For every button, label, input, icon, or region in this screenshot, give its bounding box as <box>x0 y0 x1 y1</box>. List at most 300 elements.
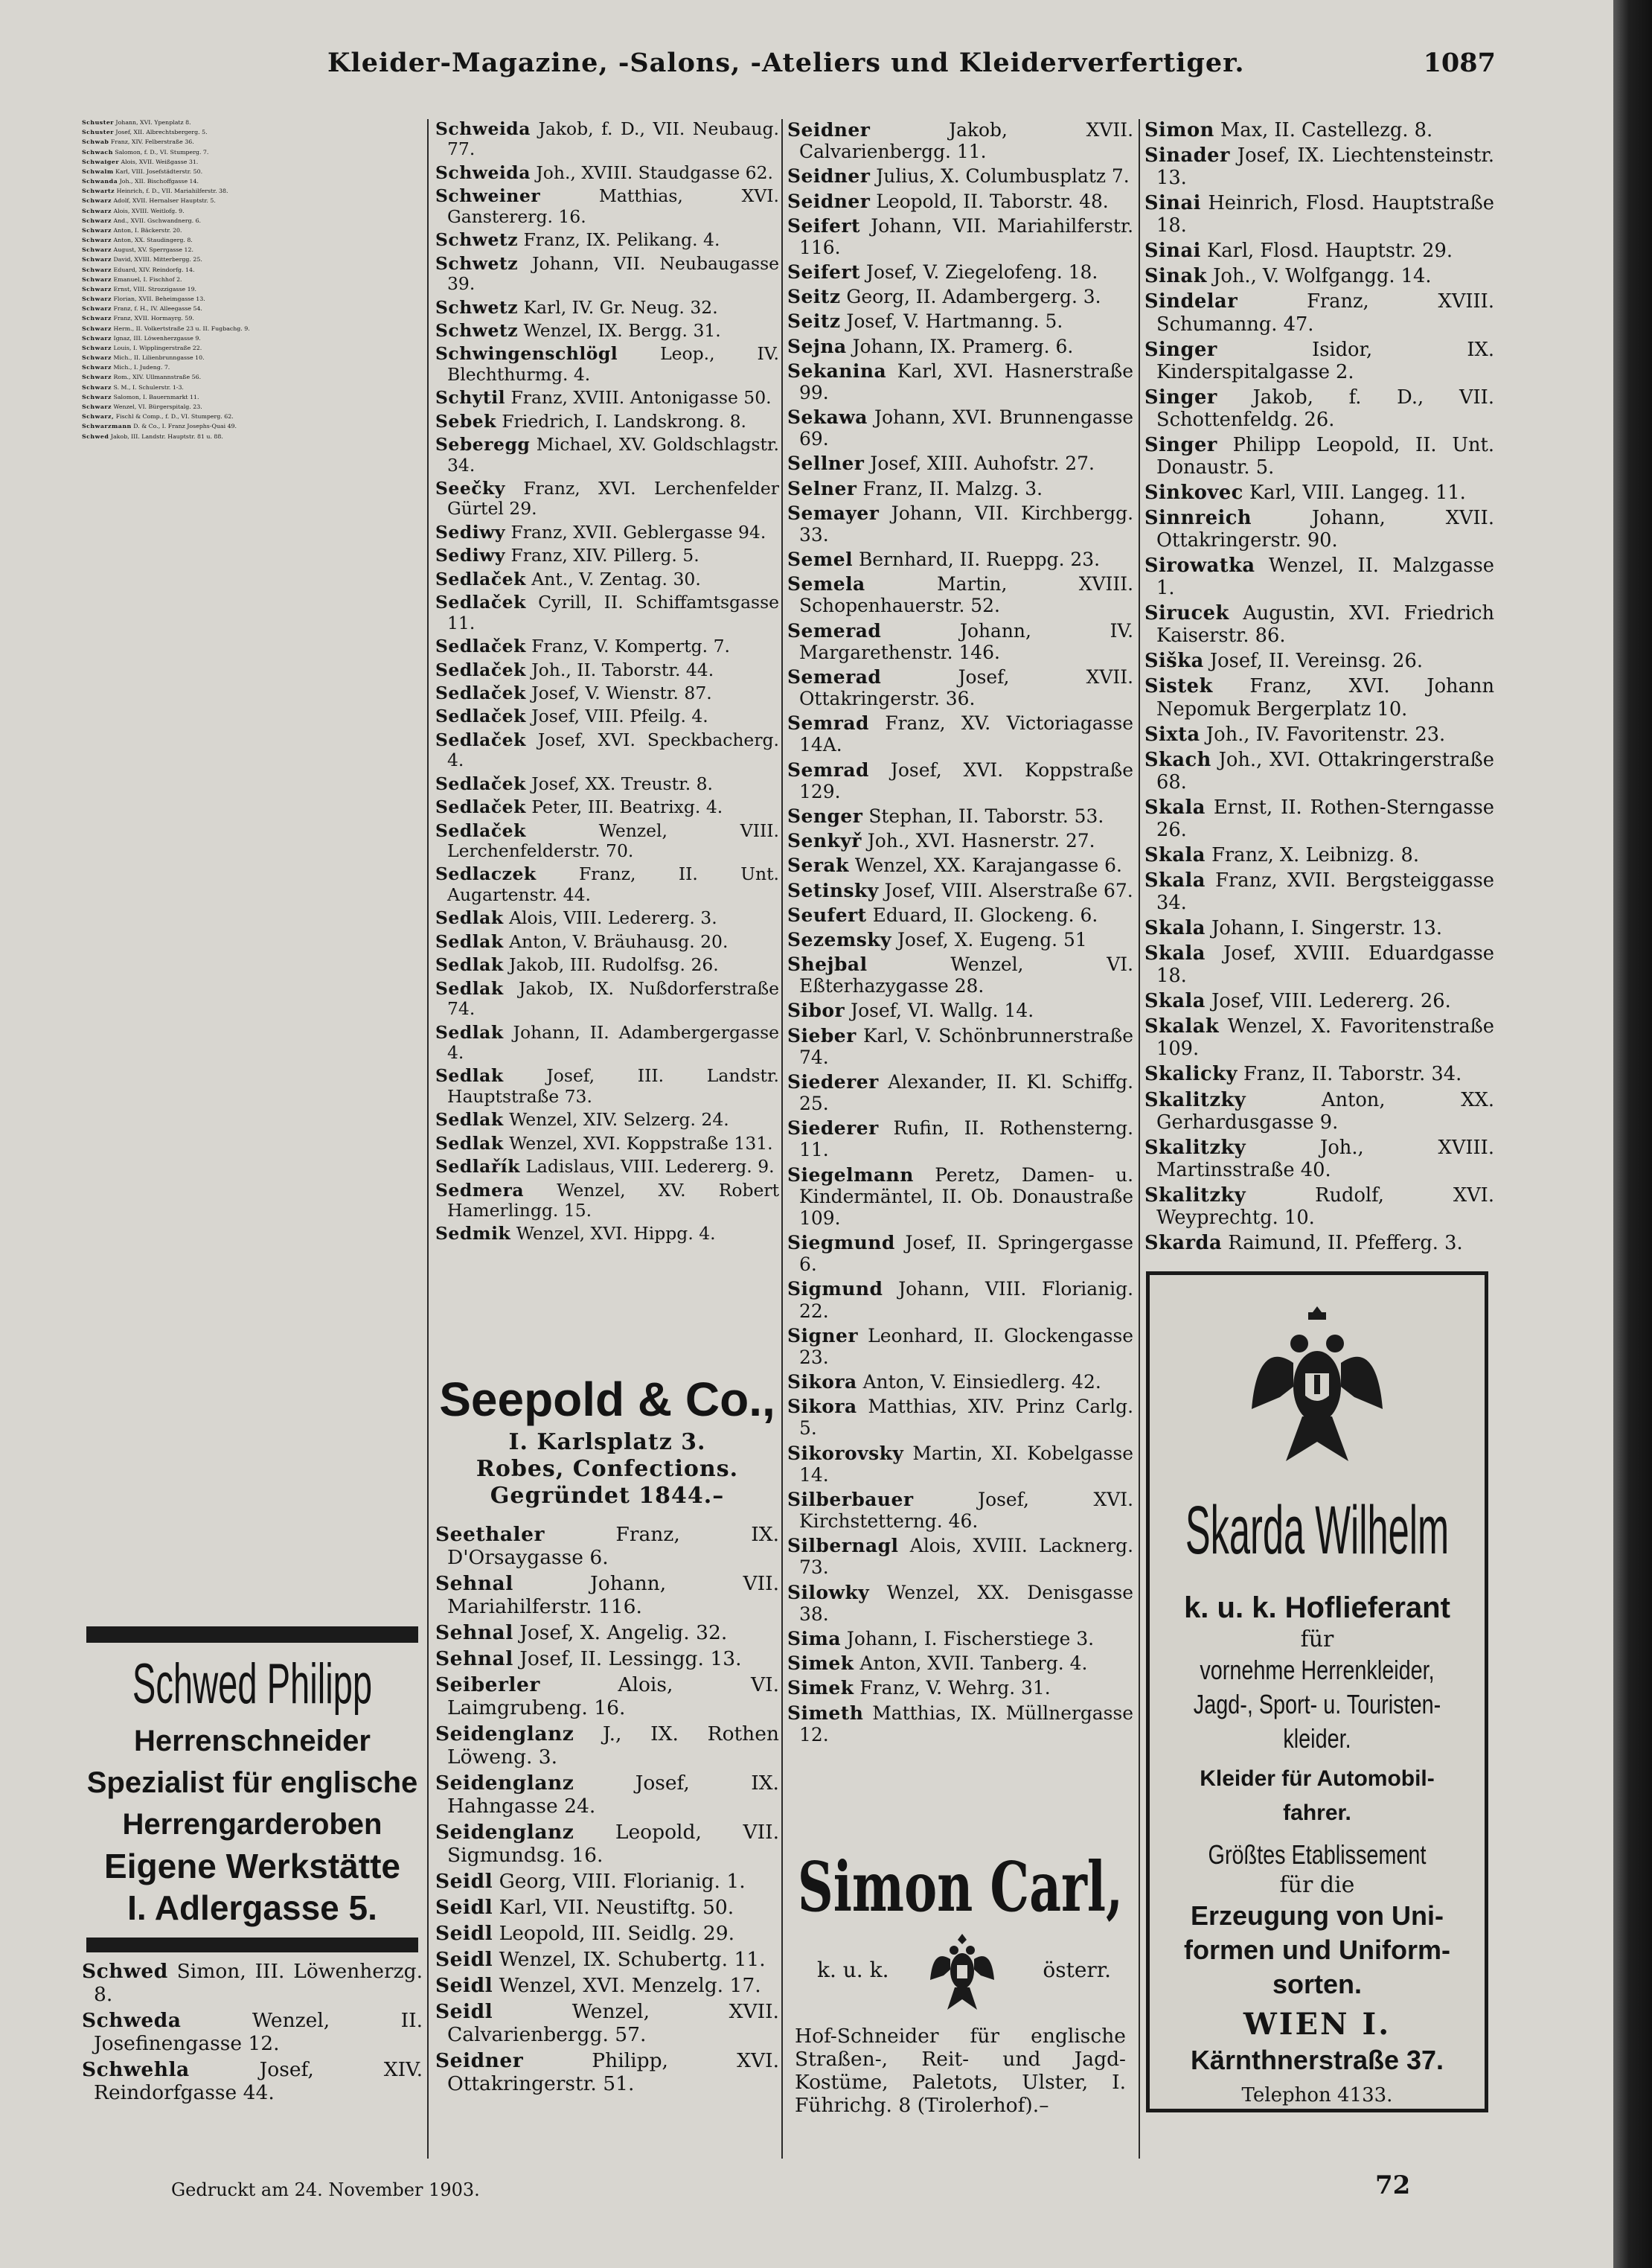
directory-entry <box>435 1181 779 1221</box>
entry-address: Ladislaus, VIII. Ledererg. 9. <box>519 1156 775 1178</box>
directory-column-2 <box>435 119 779 1340</box>
entry-name: Sedlaček <box>435 796 526 818</box>
sheet-number: 72 <box>1375 2170 1411 2200</box>
entry-name: Schwarz <box>82 374 112 381</box>
directory-entry <box>1144 796 1494 841</box>
entry-address: Joh., XVIII. Martinsstraße 40. <box>1156 1136 1494 1181</box>
entry-name: Schwarz <box>82 197 112 205</box>
ad-line: kleider. <box>1283 1723 1351 1754</box>
ad-line: k. u. k. Hoflieferant <box>1184 1591 1450 1624</box>
entry-address: Josef, XVI. Koppstraße 129. <box>799 758 1133 802</box>
directory-entry <box>1144 917 1494 939</box>
entry-address: Fischl & Comp., f. D., VI. Stumperg. 62. <box>114 413 234 421</box>
directory-entry <box>1144 1015 1494 1060</box>
entry-name: Schytil <box>435 387 506 409</box>
directory-entry <box>435 186 779 227</box>
entry-address: Jakob, III. Rudolfsg. 26. <box>503 954 719 976</box>
directory-continuation <box>435 1523 779 2095</box>
entry-address: Heinrich, f. D., VII. Mariahilferstr. 38. <box>115 188 228 195</box>
directory-entry <box>1144 1137 1494 1181</box>
directory-entry <box>1144 602 1494 647</box>
directory-column-3 <box>787 119 1133 1801</box>
entry-name: Sehnal <box>435 1621 513 1644</box>
ad-line: I. Adlergasse 5. <box>127 1888 377 1927</box>
entry-address: Alois, VI. Laimgrubeng. 16. <box>447 1673 779 1719</box>
entry-name: Schwanda <box>82 178 118 185</box>
printed-date: Gedruckt am 24. November 1903. <box>171 2179 480 2200</box>
directory-entry <box>82 256 420 263</box>
entry-address: Ernst, VIII. Strozzigasse 19. <box>112 285 197 293</box>
entry-address: Anton, XVII. Tanberg. 4. <box>854 1652 1088 1675</box>
entry-name: Skalitzky <box>1144 1088 1246 1111</box>
entry-address: Wenzel, VI. Bürgerspitalg. 23. <box>112 403 202 410</box>
directory-entry <box>435 388 779 408</box>
entry-name: Seidl <box>435 1948 493 1971</box>
ad-title: Skarda Wilhelm <box>1185 1492 1450 1568</box>
entry-address: Wenzel, X. Favoritenstraße 109. <box>1156 1015 1494 1061</box>
directory-entry <box>435 1621 779 1644</box>
entry-name: Sehnal <box>435 1647 513 1670</box>
entry-name: Seitz <box>787 286 841 308</box>
entry-address: Franz, II. Unt. Augartenstr. 44. <box>447 863 779 905</box>
entry-name: Schwetz <box>435 229 519 251</box>
entry-address: Anton, V. Einsiedlerg. 42. <box>857 1371 1101 1393</box>
entry-address: Franz, XVIII. Schumanng. 47. <box>1156 290 1494 336</box>
entry-address: Johann, IV. Margarethenstr. 146. <box>799 619 1133 663</box>
entry-name: Sediwy <box>435 545 505 566</box>
entry-name: Sejna <box>787 335 847 357</box>
entry-name: Singer <box>1144 338 1217 361</box>
directory-entry <box>435 1772 779 1818</box>
entry-name: Siška <box>1144 650 1204 673</box>
directory-entry <box>82 197 420 204</box>
directory-entry <box>787 830 1133 852</box>
entry-name: Schwarz <box>82 403 112 410</box>
entry-name: Sebek <box>435 410 496 432</box>
directory-entry <box>435 797 779 817</box>
entry-address: Stephan, II. Taborstr. 53. <box>862 805 1104 827</box>
entry-address: Franz, XVI. Johann Nepomuk Bergerplatz 10. <box>1156 675 1494 721</box>
directory-entry <box>435 344 779 385</box>
entry-name: Seidner <box>435 2049 524 2072</box>
directory-entry <box>435 908 779 928</box>
entry-name: Schuster <box>82 129 114 136</box>
entry-name: Schwarz, <box>82 413 115 421</box>
directory-entry <box>787 1371 1133 1393</box>
directory-entry <box>82 138 420 145</box>
entry-address: Josef, XVI. Kirchstetterng. 46. <box>799 1488 1133 1533</box>
entry-address: Matthias, IX. Müllnergasse 12. <box>799 1702 1133 1745</box>
entry-name: Sedlaček <box>435 568 526 590</box>
entry-address: Josef, XIII. Auhofstr. 27. <box>864 453 1095 475</box>
directory-entry <box>787 310 1133 332</box>
directory-entry <box>435 1066 779 1107</box>
directory-entry <box>82 2058 423 2104</box>
directory-entry <box>787 1702 1133 1745</box>
entry-address: Johann, VII. Kirchbergg. 33. <box>799 502 1133 546</box>
entry-address: Wenzel, XIV. Selzerg. 24. <box>503 1109 729 1131</box>
directory-entry <box>1144 240 1494 262</box>
entry-address: Martin, XVIII. Schopenhauerstr. 52. <box>799 573 1133 617</box>
entry-address: Franz, XVII. Hormayrg. 59. <box>112 315 194 322</box>
entry-address: Adolf, XVII. Hernalser Hauptstr. 5. <box>112 197 216 205</box>
entry-name: Schwingenschlögl <box>435 343 618 365</box>
entry-name: Siegelmann <box>787 1163 914 1186</box>
directory-entry <box>1144 1063 1494 1085</box>
entry-name: Senkyř <box>787 830 862 852</box>
entry-name: Seifert <box>787 261 861 284</box>
entry-name: Schwarz <box>82 344 112 351</box>
directory-entry <box>82 374 420 380</box>
entry-name: Selner <box>787 477 857 499</box>
directory-entry <box>787 1628 1133 1649</box>
directory-entry <box>1144 1184 1494 1229</box>
entry-address: Bernhard, II. Rueppg. 23. <box>853 549 1101 571</box>
entry-address: Cyrill, II. Schiffamtsgasse 11. <box>447 592 779 633</box>
directory-entry <box>435 955 779 975</box>
entry-name: Silberbauer <box>787 1488 914 1510</box>
entry-name: Seiberler <box>435 1673 540 1696</box>
ad-line: fahrer. <box>1283 1801 1351 1825</box>
entry-name: Sikorovsky <box>787 1442 904 1464</box>
directory-entry <box>435 979 779 1020</box>
directory-entry <box>82 159 420 165</box>
entry-name: Schwetz <box>435 296 519 318</box>
entry-address: Josef, IX. Liechtensteinstr. 13. <box>1156 144 1494 190</box>
directory-entry <box>82 325 420 332</box>
entry-address: Johann, XVI. Brunnengasse 69. <box>799 406 1133 450</box>
entry-name: Seidl <box>435 2000 493 2023</box>
directory-entry <box>435 1572 779 1618</box>
directory-entry <box>1144 749 1494 793</box>
advertisement-simon <box>787 1846 1133 2173</box>
directory-entry <box>787 1000 1133 1021</box>
directory-entry <box>787 1232 1133 1275</box>
ad-line: I. Karlsplatz 3. <box>508 1429 706 1455</box>
entry-name: Sieber <box>787 1024 857 1047</box>
entry-name: Sedlaczek <box>435 863 537 885</box>
entry-name: Sedlaček <box>435 729 526 750</box>
ad-line: österr. <box>1043 1958 1111 1982</box>
entry-name: Sekanina <box>787 360 887 382</box>
entry-address: Franz, IX. Pelikang. 4. <box>518 229 720 251</box>
entry-address: Eduard, XIV. Reindorfg. 14. <box>112 266 195 273</box>
directory-entry <box>435 1673 779 1719</box>
ad-line: Telephon 4133. <box>1241 2084 1393 2106</box>
entry-address: Johann, I. Fischerstiege 3. <box>840 1628 1095 1649</box>
entry-address: Karl, Flosd. Hauptstr. 29. <box>1200 240 1453 263</box>
directory-entry <box>82 296 420 302</box>
entry-address: Anton, V. Bräuhausg. 20. <box>503 930 729 952</box>
directory-entry <box>787 666 1133 709</box>
entry-address: Ant., V. Zentag. 30. <box>525 568 701 590</box>
directory-entry <box>787 1025 1133 1068</box>
directory-entry <box>82 227 420 234</box>
entry-name: Sedlak <box>435 1021 504 1043</box>
ad-line: Spezialist für englische <box>86 1766 418 1799</box>
entry-name: Simek <box>787 1677 854 1699</box>
entry-address: Jakob, IX. Nußdorferstraße 74. <box>447 977 779 1020</box>
directory-entry <box>82 1960 423 2006</box>
entry-name: Sedmera <box>435 1179 525 1201</box>
entry-address: Johann, XVII. Ottakringerstr. 90. <box>1156 507 1494 552</box>
entry-address: Karl, VIII. Langeg. 11. <box>1243 481 1466 504</box>
entry-name: Skala <box>1144 796 1206 819</box>
directory-entry <box>1144 869 1494 914</box>
directory-entry <box>82 188 420 194</box>
directory-entry <box>787 1278 1133 1321</box>
directory-entry <box>82 168 420 175</box>
directory-entry <box>435 1134 779 1154</box>
ad-line: Größtes Etablissement <box>1208 1839 1427 1870</box>
entry-address: Simon, III. Löwenherzg. 8. <box>94 1960 423 2006</box>
entry-address: Josef, X. Eugeng. 51 <box>891 928 1087 951</box>
entry-address: Leopold, III. Seidlg. 29. <box>493 1922 734 1945</box>
entry-address: Ernst, II. Rothen-Sterngasse 26. <box>1156 796 1494 841</box>
page-header <box>82 48 1496 101</box>
entry-name: Sedlak <box>435 1132 504 1154</box>
entry-name: Sinkovec <box>1144 481 1243 504</box>
directory-entry <box>1144 434 1494 479</box>
directory-continuation <box>82 1960 423 2104</box>
entry-address: Martin, XI. Kobelgasse 14. <box>799 1442 1133 1486</box>
directory-entry <box>435 119 779 160</box>
directory-entry <box>82 403 420 410</box>
entry-name: Schwarz <box>82 246 112 254</box>
entry-address: Josef, V. Ziegelofeng. 18. <box>860 261 1098 284</box>
directory-entry <box>435 1110 779 1130</box>
entry-name: Sirucek <box>1144 602 1229 625</box>
entry-address: Jakob, III. Landstr. Hauptstr. 81 u. 88. <box>109 432 223 440</box>
ad-emblem-row <box>787 1928 1133 2025</box>
entry-address: Emanuel, I. Fischhof 2. <box>112 275 182 283</box>
entry-name: Schwetz <box>435 252 519 274</box>
entry-name: Skalitzky <box>1144 1136 1246 1159</box>
entry-address: Herm., II. Volkertstraße 23 u. II. Fugbachg. 9. <box>112 325 250 332</box>
entry-name: Semerad <box>787 619 882 642</box>
entry-address: Anton, I. Bäckerstr. 20. <box>112 226 182 234</box>
directory-entry <box>435 1974 779 1997</box>
entry-name: Skalitzky <box>1144 1183 1246 1207</box>
directory-entry <box>82 413 420 420</box>
entry-name: Shejbal <box>787 953 868 976</box>
entry-name: Schwarz <box>82 315 112 322</box>
directory-entry <box>1144 386 1494 431</box>
ad-line: Kleider für Automobil- <box>1200 1766 1435 1791</box>
directory-entry <box>1144 1089 1494 1134</box>
entry-name: Schwetz <box>435 319 519 341</box>
column-divider <box>781 119 783 2159</box>
directory-entry <box>1144 1232 1494 1254</box>
entry-name: Sirowatka <box>1144 555 1255 578</box>
entry-address: Franz, V. Kompertg. 7. <box>525 636 730 657</box>
entry-name: Sedlaček <box>435 592 526 613</box>
entry-address: Josef, XVII. Ottakringerstr. 36. <box>799 665 1133 710</box>
entry-address: Johann, VII. Mariahilferstr. 116. <box>799 214 1133 258</box>
directory-entry <box>435 546 779 566</box>
entry-name: Schwarz <box>82 226 112 234</box>
entry-address: Joh., II. Taborstr. 44. <box>525 659 714 680</box>
entry-address: Wenzel, XVI. Koppstraße 131. <box>503 1132 773 1154</box>
directory-entry <box>435 683 779 703</box>
ad-line: WIEN I. <box>1243 2007 1392 2042</box>
entry-name: Schuster <box>82 119 114 126</box>
ad-line: vornehme Herrenkleider, <box>1200 1655 1435 1685</box>
entry-name: Sedlak <box>435 1109 504 1131</box>
directory-entry <box>82 149 420 156</box>
entry-address: Josef, XX. Treustr. 8. <box>525 773 713 794</box>
entry-name: Siederer <box>787 1117 879 1140</box>
directory-entry <box>82 119 420 126</box>
entry-address: Josef, III. Landstr. Hauptstraße 73. <box>447 1065 779 1107</box>
entry-address: D. & Co., I. Franz Josephs-Quai 49. <box>131 423 237 430</box>
entry-address: Wenzel, XV. Robert Hamerlingg. 15. <box>447 1179 779 1221</box>
directory-entry <box>1144 339 1494 383</box>
directory-entry <box>787 191 1133 212</box>
directory-entry <box>787 904 1133 926</box>
entry-address: Joh., V. Wolfgangg. 14. <box>1206 265 1432 288</box>
directory-entry <box>787 549 1133 570</box>
directory-entry <box>82 237 420 243</box>
entry-address: David, XVIII. Mitterbergg. 25. <box>112 256 202 263</box>
directory-entry <box>82 129 420 135</box>
entry-name: Sedlak <box>435 930 504 952</box>
directory-entry <box>435 774 779 794</box>
double-eagle-icon <box>929 1928 996 2017</box>
directory-entry <box>435 1023 779 1064</box>
entry-address: Augustin, XVI. Friedrich Kaiserstr. 86. <box>1156 602 1494 648</box>
entry-name: Sibor <box>787 1000 845 1022</box>
directory-entry <box>82 276 420 283</box>
entry-name: Schwarz <box>82 217 112 224</box>
entry-address: Eduard, II. Glockeng. 6. <box>866 904 1098 926</box>
entry-address: Alois, XVII. Weißgasse 31. <box>118 158 199 165</box>
entry-name: Sedlaček <box>435 682 526 703</box>
directory-entry <box>787 712 1133 756</box>
directory-entry <box>787 502 1133 546</box>
book-edge <box>1613 0 1652 2268</box>
entry-address: Rom., XIV. Ullmannstraße 56. <box>112 374 202 381</box>
entry-name: Semel <box>787 549 854 571</box>
entry-address: Franz, XIV. Pillerg. 5. <box>505 545 699 566</box>
entry-address: Wenzel, IX. Bergg. 31. <box>518 319 721 341</box>
directory-entry <box>787 215 1133 258</box>
entry-name: Seufert <box>787 904 867 926</box>
entry-address: Franz, XVII. Geblergasse 94. <box>505 521 766 543</box>
entry-name: Schwarz <box>82 256 112 263</box>
directory-entry <box>787 1443 1133 1486</box>
entry-address: Ignaz, III. Löwenherzgasse 9. <box>112 334 201 342</box>
directory-entry <box>1144 144 1494 189</box>
entry-address: Josef, XII. Albrechtsbergerg. 5. <box>113 129 208 136</box>
directory-entry <box>1144 265 1494 287</box>
directory-entry <box>1144 290 1494 335</box>
entry-name: Silowky <box>787 1581 870 1603</box>
entry-address: Josef, II. Lessingg. 13. <box>513 1647 742 1670</box>
directory-entry <box>82 423 420 429</box>
entry-name: Siegmund <box>787 1232 895 1254</box>
entry-name: Sedlak <box>435 907 504 929</box>
entry-name: Sinnreich <box>1144 507 1252 529</box>
entry-name: Schwed <box>82 432 109 440</box>
directory-entry <box>82 354 420 361</box>
entry-address: Wenzel, II. Josefinengasse 12. <box>94 2009 423 2055</box>
advertisement-schwed <box>82 1626 423 2104</box>
entry-name: Schwab <box>82 138 109 146</box>
directory-entry <box>435 1722 779 1769</box>
entry-address: Franz, IX. D'Orsaygasse 6. <box>447 1523 779 1569</box>
directory-entry <box>787 119 1133 162</box>
entry-name: Skalicky <box>1144 1063 1238 1086</box>
entry-address: Josef, II. Springergasse 6. <box>799 1232 1133 1276</box>
directory-entry <box>435 1523 779 1569</box>
entry-name: Sikora <box>787 1396 857 1418</box>
directory-entry <box>787 165 1133 187</box>
directory-entry <box>787 805 1133 827</box>
directory-entry <box>787 855 1133 876</box>
entry-name: Seidl <box>435 1922 493 1945</box>
directory-entry <box>1144 844 1494 866</box>
entry-address: Josef, VIII. Pfeilg. 4. <box>525 706 708 727</box>
directory-entry <box>787 453 1133 474</box>
directory-entry <box>787 1396 1133 1439</box>
directory-entry <box>82 217 420 224</box>
entry-address: Philipp Leopold, II. Unt. Donaustr. 5. <box>1156 433 1494 479</box>
ad-line: formen und Uniform- <box>1184 1935 1450 1965</box>
entry-address: Wenzel, XVI. Menzelg. 17. <box>493 1974 761 1997</box>
entry-address: Josef, V. Hartmanng. 5. <box>840 310 1063 333</box>
entry-address: Matthias, XIV. Prinz Carlg. 5. <box>799 1396 1133 1440</box>
directory-entry <box>1144 990 1494 1012</box>
entry-address: Franz, XV. Victoriagasse 14A. <box>799 712 1133 756</box>
directory-entry <box>435 1870 779 1893</box>
entry-name: Sekawa <box>787 406 868 429</box>
entry-address: Alois, XVIII. Lacknerg. 73. <box>799 1535 1133 1579</box>
entry-name: Silbernagl <box>787 1535 899 1557</box>
directory-entry <box>435 2000 779 2046</box>
column-divider <box>427 119 429 2159</box>
ad-line: Herrenschneider <box>134 1725 371 1757</box>
entry-name: Seitz <box>787 310 841 333</box>
entry-name: Sixta <box>1144 723 1200 746</box>
directory-entry <box>787 1489 1133 1532</box>
entry-address: Leopold, II. Taborstr. 48. <box>870 190 1109 212</box>
entry-address: Joh., IV. Favoritenstr. 23. <box>1200 723 1446 746</box>
directory-entry <box>1144 675 1494 720</box>
entry-address: Karl, XVI. Hasnerstraße 99. <box>799 360 1133 403</box>
directory-entry <box>435 864 779 905</box>
directory-entry <box>787 620 1133 663</box>
entry-name: Sehnal <box>435 1572 513 1595</box>
entry-address: Josef, II. Vereinsg. 26. <box>1203 650 1424 673</box>
directory-entry <box>435 706 779 726</box>
entry-name: Skala <box>1144 990 1206 1013</box>
directory-entry <box>787 478 1133 499</box>
directory-entry <box>787 1535 1133 1578</box>
entry-address: Alois, VIII. Ledererg. 3. <box>503 907 717 929</box>
directory-entry <box>435 636 779 657</box>
entry-name: Skach <box>1144 748 1211 771</box>
entry-name: Skala <box>1144 942 1206 965</box>
entry-address: Peretz, Damen- u. Kindermäntel, II. Ob. Donaustraße 109. <box>799 1163 1133 1229</box>
directory-entry <box>82 286 420 293</box>
directory-entry <box>435 1922 779 1945</box>
entry-name: Semrad <box>787 712 869 735</box>
entry-name: Simon <box>1144 119 1214 141</box>
directory-entry <box>435 321 779 341</box>
ad-title: Simon Carl, <box>797 1847 1124 1927</box>
entry-name: Seidenglanz <box>435 1722 574 1745</box>
